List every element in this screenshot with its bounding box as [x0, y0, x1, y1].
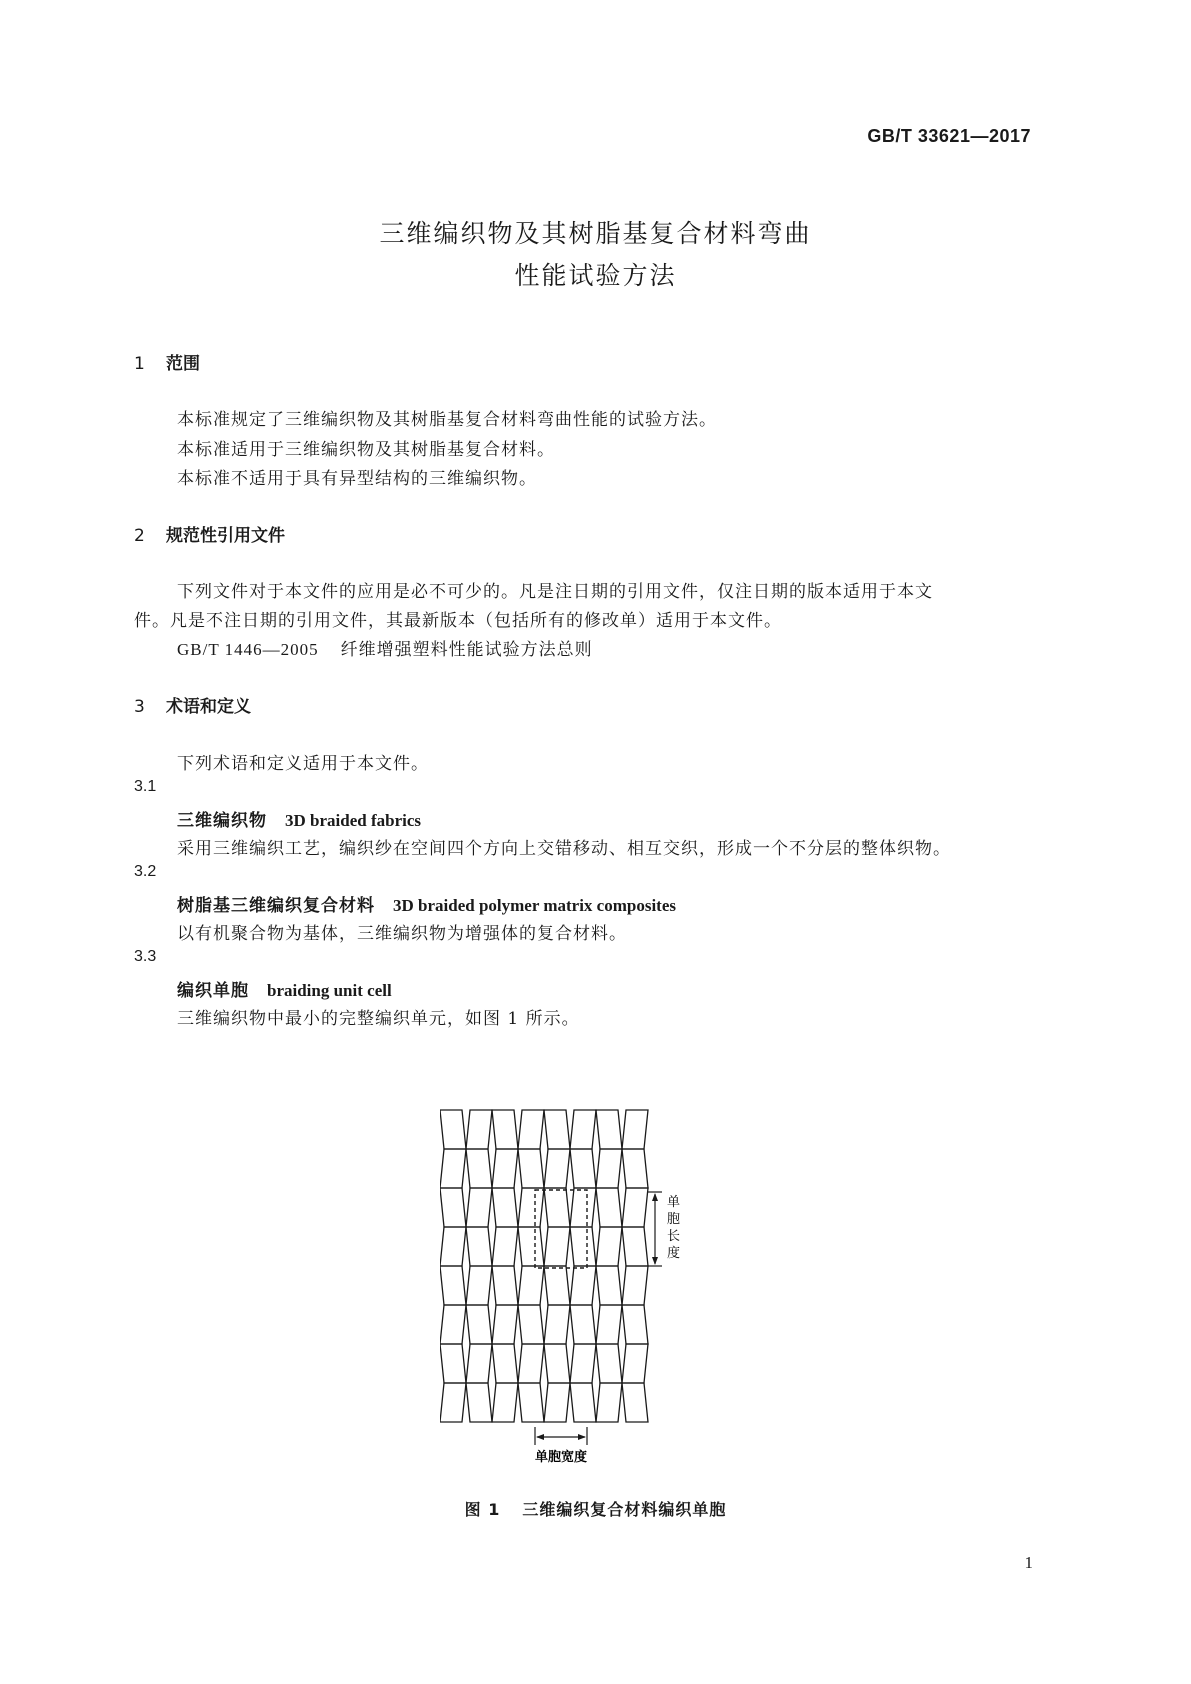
yarn-segment — [466, 1188, 492, 1227]
yarn-segment — [466, 1227, 492, 1266]
yarn-segment — [518, 1305, 544, 1344]
yarn-segment — [492, 1110, 518, 1149]
yarn-segment — [622, 1149, 648, 1188]
yarn-segment — [596, 1344, 622, 1383]
document-title-line-2: 性能试验方法 — [514, 261, 677, 290]
yarn-segment — [440, 1266, 466, 1305]
yarn-segment — [440, 1305, 466, 1344]
yarn-segment — [622, 1383, 648, 1422]
paragraph: 下列术语和定义适用于本文件。 — [177, 754, 429, 774]
yarn-segment — [518, 1266, 544, 1305]
yarn-segment — [466, 1344, 492, 1383]
braiding-unit-cell-figure — [440, 1105, 740, 1495]
yarn-segment — [622, 1227, 648, 1266]
term-number: 3.3 — [134, 948, 157, 965]
yarn-segment — [492, 1383, 518, 1422]
yarn-segment — [518, 1188, 544, 1227]
width-label: 单胞宽度 — [534, 1450, 588, 1465]
yarn-segment — [622, 1344, 648, 1383]
yarn-segment — [596, 1383, 622, 1422]
yarn-segment — [570, 1149, 596, 1188]
yarn-segment — [440, 1188, 466, 1227]
yarn-segment — [544, 1188, 570, 1227]
normative-reference — [177, 635, 593, 660]
arrowhead — [536, 1434, 544, 1440]
yarn-segment — [466, 1110, 492, 1149]
page-number: 1 — [1024, 1553, 1033, 1572]
term-zh: 编织单胞 — [177, 981, 249, 1001]
reference-code: GB/T 1446—2005 — [177, 640, 319, 659]
yarn-segment — [440, 1149, 466, 1188]
yarn-segment — [596, 1149, 622, 1188]
yarn-segment — [596, 1227, 622, 1266]
term-en: braiding unit cell — [267, 981, 392, 1000]
yarn-segment — [622, 1188, 648, 1227]
yarn-segment — [492, 1266, 518, 1305]
paragraph: 本标准不适用于具有异型结构的三维编织物。 — [177, 469, 537, 489]
height-label-char: 度 — [667, 1246, 681, 1261]
reference-title: 纤维增强塑料性能试验方法总则 — [340, 640, 593, 660]
yarn-segment — [518, 1227, 544, 1266]
yarn-segment — [466, 1149, 492, 1188]
yarn-segment — [596, 1110, 622, 1149]
section-title: 术语和定义 — [166, 697, 251, 717]
height-label-char: 长 — [667, 1229, 681, 1244]
yarn-segment — [492, 1344, 518, 1383]
term-entry — [177, 891, 676, 916]
standard-code: GB/T 33621—2017 — [867, 126, 1031, 146]
term-definition: 采用三维编织工艺，编织纱在空间四个方向上交错移动、相互交织，形成一个不分层的整体织物。 — [177, 839, 951, 859]
yarn-segment — [570, 1188, 596, 1227]
term-definition: 以有机聚合物为基体，三维编织物为增强体的复合材料。 — [177, 924, 627, 944]
term-number: 3.2 — [134, 863, 157, 880]
yarn-segment — [596, 1266, 622, 1305]
section-number: 3 — [134, 697, 145, 717]
yarn-segment — [570, 1305, 596, 1344]
yarn-segment — [544, 1227, 570, 1266]
yarn-segment — [544, 1344, 570, 1383]
yarn-segment — [570, 1227, 596, 1266]
yarn-segment — [518, 1149, 544, 1188]
yarn-segment — [596, 1305, 622, 1344]
term-zh: 三维编织物 — [177, 811, 267, 831]
yarn-segment — [544, 1110, 570, 1149]
section-2-heading — [134, 521, 285, 546]
yarn-segment — [466, 1305, 492, 1344]
yarn-segment — [518, 1344, 544, 1383]
yarn-segment — [492, 1149, 518, 1188]
yarn-segment — [622, 1266, 648, 1305]
figure-number: 图 1 — [464, 1500, 501, 1519]
paragraph-continuation: 件。凡是不注日期的引用文件，其最新版本（包括所有的修改单）适用于本文件。 — [134, 611, 782, 631]
term-entry — [177, 806, 421, 831]
yarn-segment — [570, 1266, 596, 1305]
arrowhead — [652, 1193, 658, 1201]
yarn-segment — [440, 1344, 466, 1383]
braid-pattern — [440, 1110, 648, 1422]
yarn-segment — [544, 1149, 570, 1188]
paragraph: 本标准规定了三维编织物及其树脂基复合材料弯曲性能的试验方法。 — [177, 410, 717, 430]
term-en: 3D braided polymer matrix composites — [393, 896, 676, 915]
document-title-line-1: 三维编织物及其树脂基复合材料弯曲 — [379, 219, 812, 248]
section-number: 1 — [134, 354, 145, 374]
arrowhead — [652, 1257, 658, 1265]
paragraph: 本标准适用于三维编织物及其树脂基复合材料。 — [177, 440, 555, 460]
yarn-segment — [544, 1305, 570, 1344]
yarn-segment — [570, 1110, 596, 1149]
yarn-segment — [518, 1110, 544, 1149]
section-title: 范围 — [166, 354, 200, 374]
yarn-segment — [466, 1383, 492, 1422]
yarn-segment — [622, 1110, 648, 1149]
section-number: 2 — [134, 526, 145, 546]
yarn-segment — [440, 1227, 466, 1266]
height-label-char: 单 — [667, 1195, 681, 1210]
term-entry — [177, 976, 392, 1001]
yarn-segment — [440, 1110, 466, 1149]
section-3-heading — [134, 692, 251, 717]
height-label-char: 胞 — [667, 1212, 681, 1227]
yarn-segment — [518, 1383, 544, 1422]
yarn-segment — [570, 1383, 596, 1422]
yarn-segment — [492, 1227, 518, 1266]
yarn-segment — [570, 1344, 596, 1383]
yarn-segment — [466, 1266, 492, 1305]
term-number: 3.1 — [134, 778, 157, 795]
yarn-segment — [622, 1305, 648, 1344]
paragraph: 下列文件对于本文件的应用是必不可少的。凡是注日期的引用文件，仅注日期的版本适用于本文 — [177, 582, 933, 602]
figure-title: 三维编织复合材料编织单胞 — [522, 1500, 727, 1519]
term-definition: 三维编织物中最小的完整编织单元，如图 1 所示。 — [177, 1009, 580, 1029]
figure-caption — [0, 1497, 1191, 1520]
section-title: 规范性引用文件 — [166, 526, 285, 546]
yarn-segment — [544, 1383, 570, 1422]
term-zh: 树脂基三维编织复合材料 — [177, 896, 375, 916]
yarn-segment — [544, 1266, 570, 1305]
yarn-segment — [440, 1383, 466, 1422]
section-1-heading — [134, 349, 200, 374]
term-en: 3D braided fabrics — [285, 811, 421, 830]
yarn-segment — [596, 1188, 622, 1227]
yarn-segment — [492, 1305, 518, 1344]
yarn-segment — [492, 1188, 518, 1227]
arrowhead — [578, 1434, 586, 1440]
